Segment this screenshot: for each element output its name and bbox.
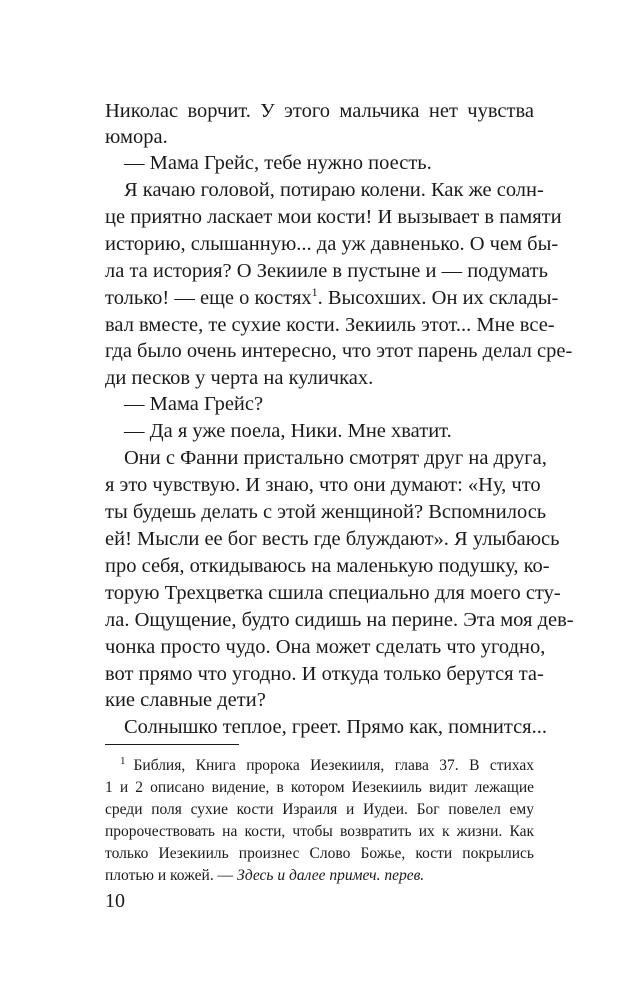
- text-line: чонка просто чудо. Она может сделать что угодно,: [105, 636, 546, 658]
- footnote-reference: 1: [311, 285, 318, 300]
- text-line: гда было очень интересно, что этот парень делал сре-: [105, 340, 573, 362]
- text-line: про себя, откидываюсь на маленькую подушку, ко-: [105, 555, 550, 577]
- text-line: кие славные дети?: [105, 689, 266, 711]
- text-fragment: только! — еще о костях: [105, 287, 312, 309]
- text-line: ей! Мысли ее бог весть где блуждают». Я улыбаюсь: [105, 528, 560, 550]
- footnote-line: [105, 865, 534, 887]
- text-line: ла та история? О Зекииле в пустыне и — подумать: [105, 260, 548, 282]
- footnote-line: только Иезекииль произнес Слово Божье, кости покрылись: [105, 845, 534, 862]
- page-number: 10: [105, 890, 125, 912]
- text-line: — Мама Грейс, тебе нужно поесть.: [124, 152, 432, 174]
- footnote-line: среди поля сухие кости Израиля и Иудеи. Бог повелел ему: [105, 801, 534, 818]
- text-line: ты будешь делать с этой женщиной? Вспомнилось: [105, 501, 547, 523]
- text-line-with-footnote: [105, 285, 559, 311]
- footnote-line: 1 и 2 описано видение, в котором Иезекииль видит лежащие: [105, 779, 534, 796]
- footnote-divider: [105, 744, 239, 745]
- footnote-line: [120, 755, 534, 777]
- text-line: вал вместе, те сухие кости. Зекииль этот... Мне все-: [105, 314, 555, 336]
- text-line: Они с Фанни пристально смотрят друг на друга,: [124, 447, 547, 469]
- text-line: ди песков у черта на куличках.: [105, 367, 374, 389]
- text-line: Солнышко теплое, греет. Прямо как, помнится...: [124, 716, 547, 738]
- footnote-marker: 1: [120, 754, 126, 767]
- footnote-line: пророчествовать на кости, чтобы возвратить их к жизни. Как: [105, 823, 534, 840]
- text-line: — Мама Грейс?: [124, 393, 264, 415]
- footnote-text: Библия, Книга пророка Иезекииля, глава 37. В стихах: [133, 757, 534, 774]
- text-line: торую Трехцветка сшила специально для моего сту-: [105, 582, 561, 604]
- text-line: историю, слышанную... да уж давненько. О чем бы-: [105, 233, 559, 255]
- footnote-text: плотью и кожей. —: [105, 867, 237, 884]
- text-line: — Да я уже поела, Ники. Мне хватит.: [124, 420, 452, 442]
- text-line: Я качаю головой, потираю колени. Как же солн-: [124, 179, 544, 201]
- text-line: ла. Ощущение, будто сидишь на перине. Эта моя дев-: [105, 609, 574, 631]
- text-fragment: . Высохших. Он их склады-: [317, 287, 559, 309]
- translator-note: Здесь и далее примеч. перев.: [236, 867, 425, 884]
- text-line: це приятно ласкает мои кости! И вызывает в памяти: [105, 206, 562, 228]
- text-line: я это чувствую. И знаю, что они думают: «Ну, что: [105, 474, 541, 496]
- text-line: вот прямо что угодно. И откуда только берутся та-: [105, 663, 544, 685]
- text-line: юмора.: [105, 126, 168, 148]
- text-line: Николас ворчит. У этого мальчика нет чувства: [105, 100, 534, 122]
